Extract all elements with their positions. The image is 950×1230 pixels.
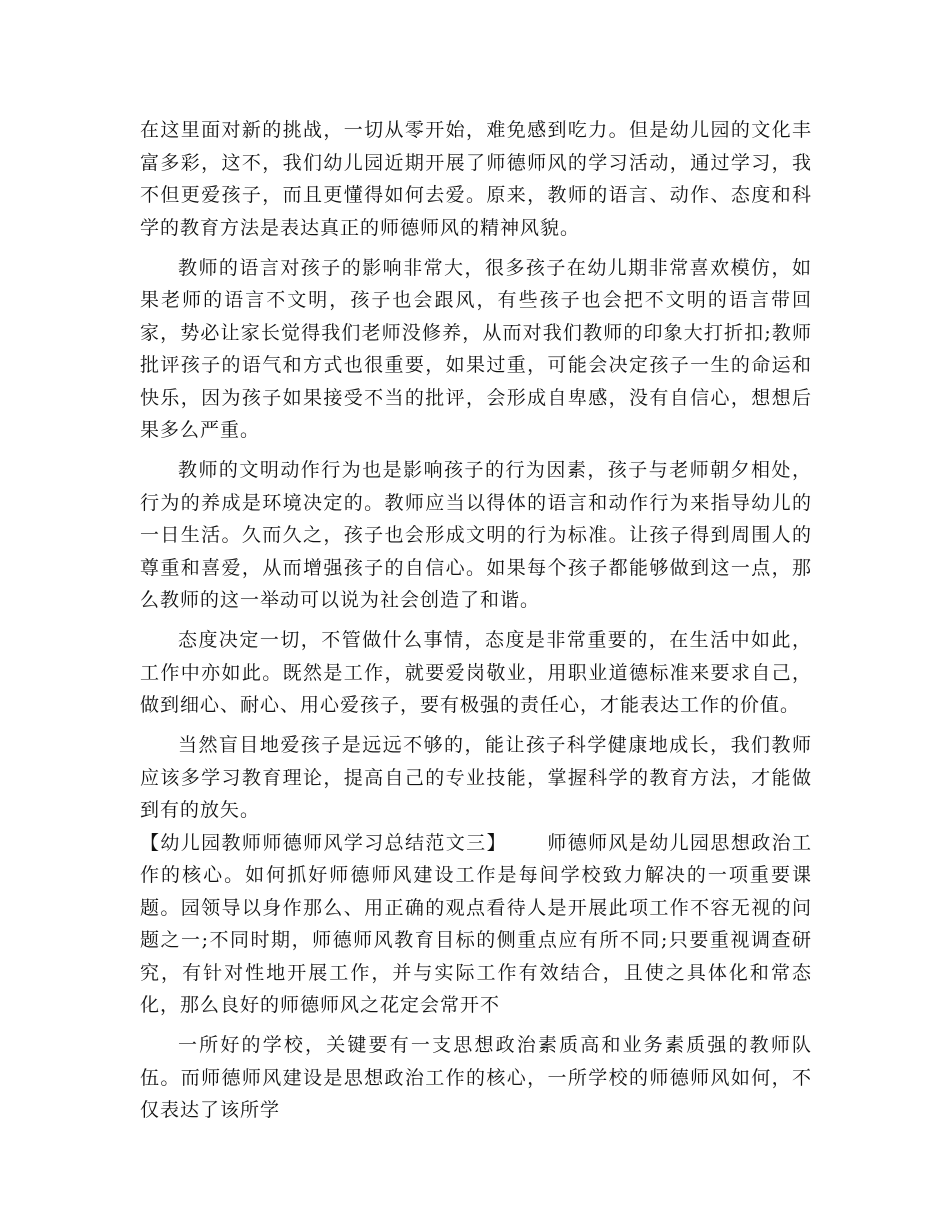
paragraph-3: 教师的文明动作行为也是影响孩子的行为因素，孩子与老师朝夕相处，行为的养成是环境决定的。教师应当以得体的语言和动作行为来指导幼儿的一日生活。久而久之，孩子也会形成文明的行为标准。让孩子得到周围人的尊重和喜爱，从而增强孩子的自信心。如果每个孩子都能够做到这一点，那么教师的这一举动可以说为社会创造了和谐。 xyxy=(140,459,812,611)
paragraph-5-text: 当然盲目地爱孩子是远远不够的，能让孩子科学健康地成长，我们教师应该多学习教育理论，提高自己的专业技能，掌握科学的教育方法，才能做到有的放矢。 xyxy=(140,734,812,821)
document-body xyxy=(140,114,812,1134)
paragraph-4: 态度决定一切，不管做什么事情，态度是非常重要的，在生活中如此，工作中亦如此。既然是工作，就要爱岗敬业，用职业道德标准来要求自己，做到细心、耐心、用心爱孩子，要有极强的责任心，才能表达工作的价值。 xyxy=(140,629,812,716)
paragraph-1: 在这里面对新的挑战，一切从零开始，难免感到吃力。但是幼儿园的文化丰富多彩，这不，我们幼儿园近期开展了师德师风的学习活动，通过学习，我不但更爱孩子，而且更懂得如何去爱。原来，教师的语言、动作、态度和科学的教育方法是表达真正的师德师风的精神风貌。 xyxy=(140,119,812,239)
section-heading: 【幼儿园教师师德师风学习总结范文三】 xyxy=(140,831,507,854)
section-intro: 师德师风是幼儿园思想政治工作的核心。如何抓好师德师风建设工作是每间学校致力解决的一项重要课题。园领导以身作那么、用正确的观点看待人是开展此项工作不容无视的问题之一;不同时期，师德师风教育目标的侧重点应有所不同;只要重视调查研究，有针对性地开展工作，并与实际工作有效结合，且使之具体化和常态化，那么良好的师德师风之花定会常开不 xyxy=(140,831,812,1016)
paragraph-5 xyxy=(140,729,812,827)
paragraph-2: 教师的语言对孩子的影响非常大，很多孩子在幼儿期非常喜欢模仿，如果老师的语言不文明，孩子也会跟风，有些孩子也会把不文明的语言带回家，势必让家长觉得我们老师没修养，从而对我们教师的印象大打折扣;教师批评孩子的语气和方式也很重要，如果过重，可能会决定孩子一生的命运和快乐，因为孩子如果接受不当的批评，会形成自卑感，没有自信心，想想后果多么严重。 xyxy=(140,256,812,441)
section-paragraph xyxy=(140,827,812,1022)
paragraph-6: 一所好的学校，关键要有一支思想政治素质高和业务素质强的教师队伍。而师德师风建设是思想政治工作的核心，一所学校的师德师风如何，不仅表达了该所学 xyxy=(140,1034,812,1121)
